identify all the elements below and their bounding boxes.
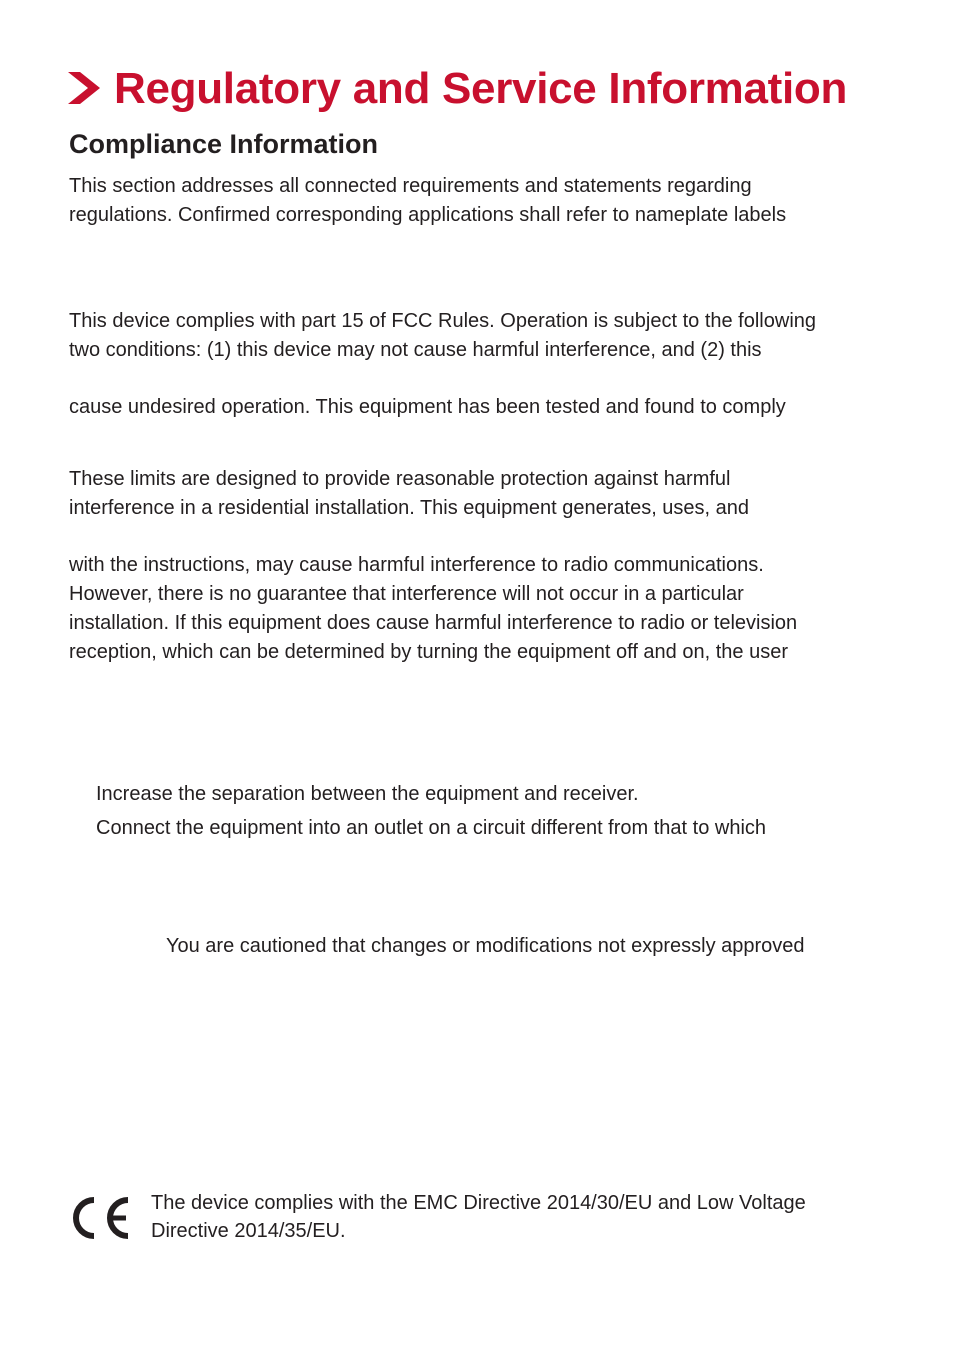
measure-item: Increase the separation between the equipment and receiver.: [96, 783, 639, 805]
section-heading: Compliance Information: [69, 129, 379, 159]
fcc-statement-line: two conditions: (1) this device may not cause harmful interference, and (2) this: [69, 339, 762, 361]
fcc-statement-line: This device complies with part 15 of FCC Rules. Operation is subject to the following: [69, 310, 817, 332]
chevron-right-icon: [66, 70, 102, 106]
intro-line: regulations. Confirmed corresponding applications shall refer to nameplate labels: [69, 204, 787, 226]
instructions-line: However, there is no guarantee that interference will not occur in a particular: [69, 583, 744, 605]
page-title: Regulatory and Service Information: [114, 64, 848, 113]
intro-line: This section addresses all connected requirements and statements regarding: [69, 175, 752, 197]
caution-line: You are cautioned that changes or modifications not expressly approved: [166, 935, 805, 957]
limits-line: These limits are designed to provide reasonable protection against harmful: [69, 468, 731, 490]
measure-item: Connect the equipment into an outlet on a circuit different from that to which: [96, 817, 767, 839]
limits-line: interference in a residential installation. This equipment generates, uses, and: [69, 497, 750, 519]
ce-statement-line: The device complies with the EMC Directive 2014/30/EU and Low Voltage: [151, 1192, 806, 1214]
fcc-statement-line: cause undesired operation. This equipment has been tested and found to comply: [69, 396, 786, 418]
instructions-line: with the instructions, may cause harmful interference to radio communications.: [69, 554, 764, 576]
ce-statement-line: Directive 2014/35/EU.: [151, 1220, 346, 1242]
instructions-line: reception, which can be determined by turning the equipment off and on, the user: [69, 641, 788, 663]
ce-mark-icon: [68, 1196, 132, 1240]
instructions-line: installation. If this equipment does cause harmful interference to radio or television: [69, 612, 798, 634]
